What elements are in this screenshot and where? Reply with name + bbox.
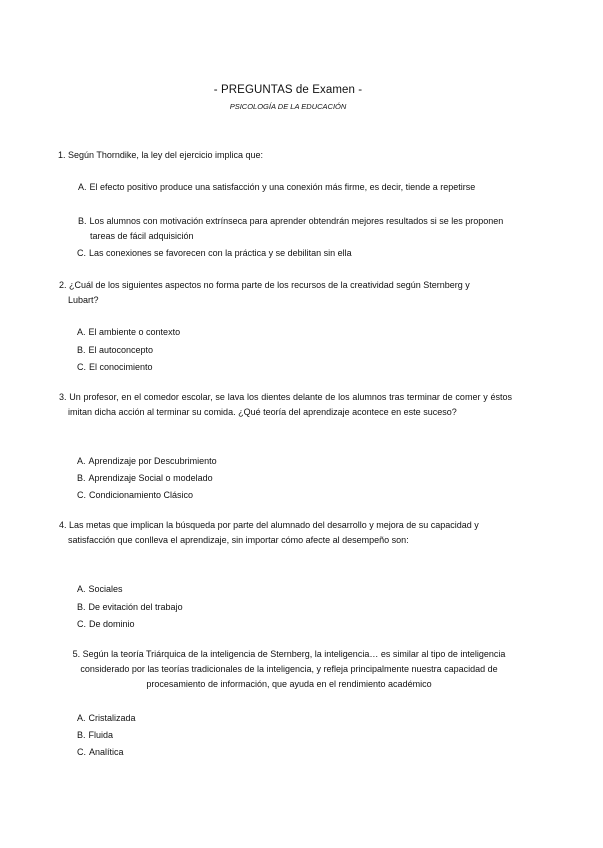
option-label: A. — [77, 713, 86, 723]
question-1-option-b — [70, 214, 530, 244]
option-label: A. — [78, 182, 87, 192]
option-text: Cristalizada — [88, 713, 136, 723]
question-text: Un profesor, en el comedor escolar, se lava los dientes delante de los alumnos tras terminar de comer y éstos imitan dicha acción al terminar su comida. ¿Qué teoría del aprendizaje acontece en este suceso? — [68, 392, 512, 417]
question-number: 4. — [59, 520, 67, 530]
option-label: C. — [77, 490, 86, 500]
option-text: El conocimiento — [89, 362, 153, 372]
question-text: ¿Cuál de los siguientes aspectos no forma parte de los recursos de la creatividad según Sternberg y Lubart? — [68, 280, 470, 305]
option-text: Los alumnos con motivación extrínseca para aprender obtendrán mejores resultados si se les proponen tareas de fácil adquisición — [89, 216, 504, 241]
question-1 — [58, 148, 508, 163]
option-label: A. — [77, 584, 86, 594]
option-text: De dominio — [89, 619, 135, 629]
option-text: Las conexiones se favorecen con la práctica y se debilitan sin ella — [89, 248, 352, 258]
option-text: Condicionamiento Clásico — [89, 490, 194, 500]
question-5-option-b — [77, 728, 377, 743]
option-label: B. — [78, 216, 87, 226]
question-4-option-a — [77, 582, 377, 597]
question-1-option-a — [70, 180, 510, 195]
option-text: El autoconcepto — [88, 345, 154, 355]
option-label: C. — [77, 362, 86, 372]
question-4-option-c — [77, 617, 377, 632]
question-3-option-c — [77, 488, 377, 503]
question-text: Según Thorndike, la ley del ejercicio implica que: — [68, 150, 263, 160]
option-text: El ambiente o contexto — [88, 327, 181, 337]
question-4 — [52, 518, 508, 548]
option-label: A. — [77, 327, 86, 337]
question-text: Las metas que implican la búsqueda por parte del alumnado del desarrollo y mejora de su capacidad y satisfacción que conlleva el aprendizaje, sin importar cómo afecte al desempeño son: — [68, 520, 479, 545]
option-label: C. — [77, 747, 86, 757]
question-5-option-c — [77, 745, 377, 760]
question-number: 1. — [58, 150, 66, 160]
question-3-option-a — [77, 454, 377, 469]
page-subtitle: PSICOLOGÍA DE LA EDUCACIÓN — [229, 102, 347, 111]
option-label: C. — [77, 248, 86, 258]
question-number: 2. — [59, 280, 67, 290]
question-number: 3. — [59, 392, 67, 402]
question-2 — [52, 278, 488, 308]
option-text: Aprendizaje Social o modelado — [88, 473, 213, 483]
question-number: 5. — [72, 649, 81, 659]
question-5-option-a — [77, 711, 377, 726]
option-label: B. — [77, 602, 86, 612]
option-label: A. — [77, 456, 86, 466]
page-title: - PREGUNTAS de Examen - — [213, 84, 363, 96]
question-text: Según la teoría Triárquica de la inteligencia de Sternberg, la inteligencia… es similar al tipo de inteligencia considerado por las teorías tradicionales de la inteligencia, y refleja principalmente nuestra capacidad de procesamiento de información, que ayuda en el rendimiento académico — [80, 649, 506, 689]
question-1-option-c — [77, 246, 507, 261]
question-2-option-b — [77, 343, 377, 358]
question-5 — [66, 647, 512, 692]
question-4-option-b — [77, 600, 377, 615]
option-text: Aprendizaje por Descubrimiento — [88, 456, 217, 466]
option-text: El efecto positivo produce una satisfacción y una conexión más firme, es decir, tiende a repetirse — [89, 182, 476, 192]
option-text: Analítica — [89, 747, 124, 757]
option-text: Sociales — [88, 584, 123, 594]
question-3 — [52, 390, 512, 420]
option-text: Fluida — [88, 730, 114, 740]
option-label: B. — [77, 473, 86, 483]
option-label: C. — [77, 619, 86, 629]
option-label: B. — [77, 730, 86, 740]
question-2-option-c — [77, 360, 377, 375]
option-label: B. — [77, 345, 86, 355]
question-2-option-a — [77, 325, 377, 340]
question-3-option-b — [77, 471, 377, 486]
option-text: De evitación del trabajo — [88, 602, 183, 612]
